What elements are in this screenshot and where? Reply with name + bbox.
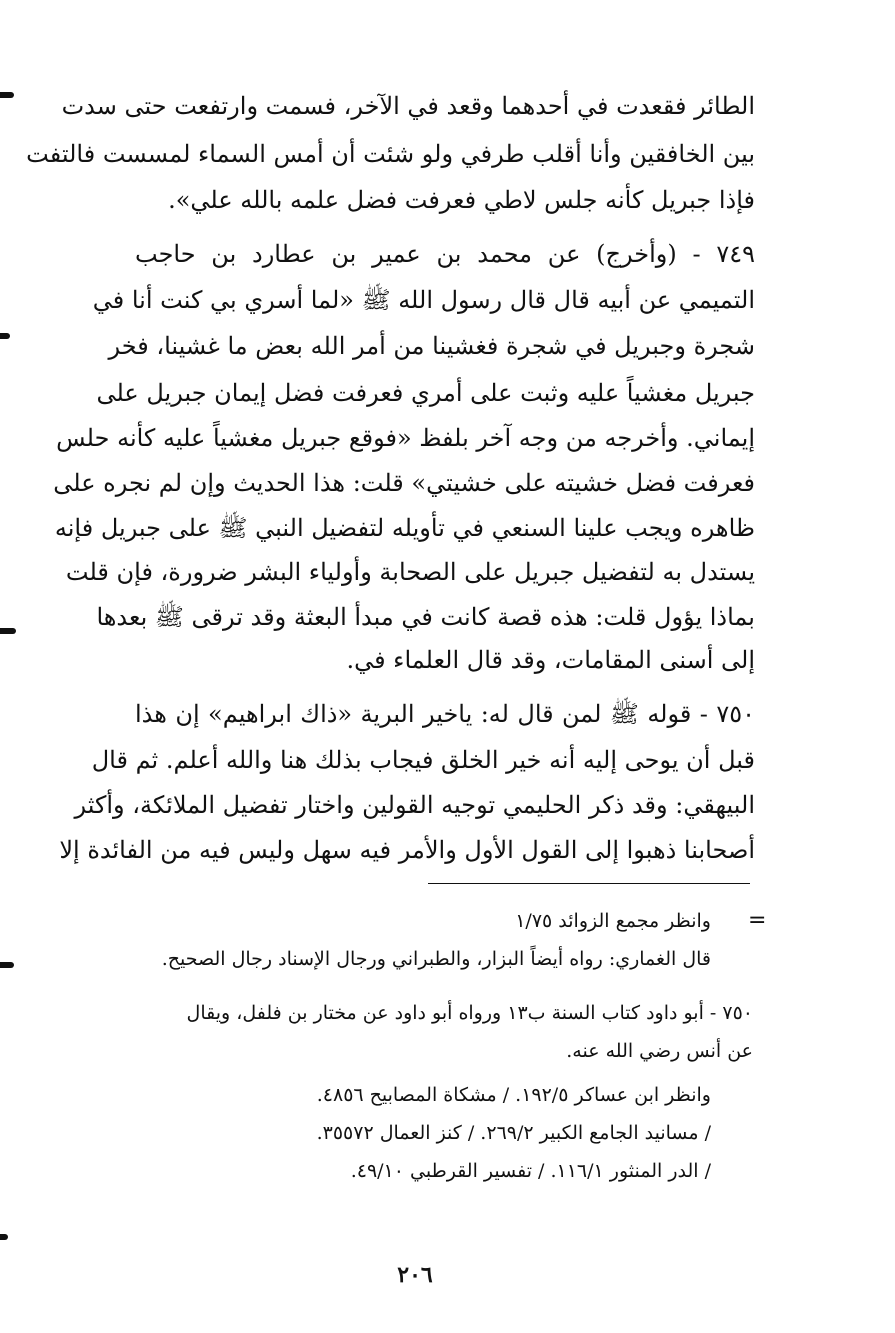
footnote-line: / مسانيد الجامع الكبير ٢٦٩/٢. / كنز العمال ٣٥٥٧٢. <box>316 1122 711 1144</box>
text-line: إلى أسنى المقامات، وقد قال العلماء في. <box>346 646 755 674</box>
footnote-line: قال الغماري: رواه أيضاً البزار، والطبراني ورجال الإسناد رجال الصحيح. <box>161 948 711 970</box>
footnote-continuation-marker: = <box>748 908 767 933</box>
footnote-line: ٧٥٠ - أبو داود كتاب السنة ب١٣ ورواه أبو داود عن مختار بن فلفل، ويقال <box>186 1002 753 1024</box>
text-line: ٧٥٠ - قوله ﷺ لمن قال له: ياخير البرية «ذاك ابراهيم» إن هذا <box>135 700 755 728</box>
footnote-line: / الدر المنثور ١١٦/١. / تفسير القرطبي ٤٩/١٠. <box>350 1160 711 1182</box>
text-line: أصحابنا ذهبوا إلى القول الأول والأمر فيه سهل وليس فيه من الفائدة إلا <box>59 836 755 864</box>
text-line: بماذا يؤول قلت: هذه قصة كانت في مبدأ البعثة وقد ترقى ﷺ بعدها <box>96 603 755 631</box>
text-line: ظاهره ويجب علينا السنعي في تأويله لتفضيل النبي ﷺ على جبريل فإنه <box>54 514 755 542</box>
text-line: بين الخافقين وأنا أقلب طرفي ولو شئت أن أمس السماء لمسست فالتفت <box>26 140 755 168</box>
scan-margin-mark <box>0 962 14 968</box>
text-line: الطائر فقعدت في أحدهما وقعد في الآخر، فسمت وارتفعت حتى سدت <box>61 92 755 120</box>
scan-margin-mark <box>0 92 14 98</box>
footnote-separator <box>428 883 750 884</box>
text-line: شجرة وجبريل في شجرة فغشينا من أمر الله بعض ما غشينا، فخر <box>108 332 755 360</box>
footnote-line: وانظر مجمع الزوائد ١/٧٥ <box>515 910 711 932</box>
text-line: البيهقي: وقد ذكر الحليمي توجيه القولين واختار تفضيل الملائكة، وأكثر <box>74 791 755 819</box>
footnote-line: عن أنس رضي الله عنه. <box>566 1040 753 1062</box>
text-line: جبريل مغشياً عليه وثبت على أمري فعرفت فضل إيمان جبريل على <box>96 379 755 407</box>
text-line: يستدل به لتفضيل جبريل على الصحابة وأولياء البشر ضرورة، فإن قلت <box>65 558 755 586</box>
scan-margin-mark <box>0 333 10 339</box>
text-line: فإذا جبريل كأنه جلس لاطي فعرفت فضل علمه بالله علي». <box>168 186 755 214</box>
scan-margin-mark <box>0 1234 8 1240</box>
scan-margin-mark <box>0 628 16 634</box>
text-line: ٧٤٩ - (وأخرج) عن محمد بن عمير بن عطارد بن حاجب <box>135 240 755 268</box>
footnote-line: وانظر ابن عساكر ١٩٢/٥. / مشكاة المصابيح ٤٨٥٦. <box>316 1084 711 1106</box>
text-line: التميمي عن أبيه قال قال رسول الله ﷺ «لما أسري بي كنت أنا في <box>92 286 755 314</box>
text-line: فعرفت فضل خشيته على خشيتي» قلت: هذا الحديث وإن لم نجره على <box>53 469 755 497</box>
page-number: ٢٠٦ <box>397 1262 433 1288</box>
text-line: قبل أن يوحى إليه أنه خير الخلق فيجاب بذلك هنا والله أعلم. ثم قال <box>91 746 755 774</box>
text-line: إيماني. وأخرجه من وجه آخر بلفظ «فوقع جبريل مغشياً عليه كأنه حلس <box>56 424 755 452</box>
